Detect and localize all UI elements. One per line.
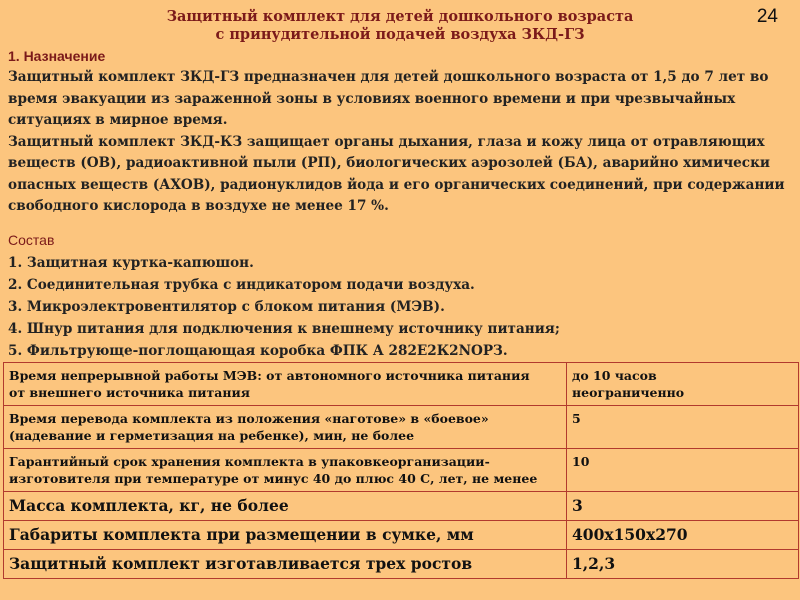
purpose-heading: 1. Назначение (8, 48, 106, 64)
spec-parameter-line: Время непрерывной работы МЭВ: от автономного источника питания (9, 368, 530, 383)
composition-item: 2. Соединительная трубка с индикатором подачи воздуха. (8, 277, 475, 293)
spec-value-line: 3 (572, 496, 583, 515)
spec-row (4, 406, 799, 449)
spec-row (4, 449, 799, 492)
spec-parameter-line: Защитный комплект изготавливается трех ростов (9, 554, 473, 573)
spec-parameter-line: Масса комплекта, кг, не более (9, 496, 289, 515)
spec-value-line: до 10 часов (572, 368, 657, 383)
title-line-1: Защитный комплект для детей дошкольного возраста (166, 8, 634, 25)
spec-value (567, 449, 799, 492)
spec-value-line: 10 (572, 454, 590, 469)
spec-value-line: 1,2,3 (572, 554, 616, 573)
composition-item: 5. Фильтрующе-поглощающая коробка ФПК А 282Е2К2NOРЗ. (8, 343, 508, 359)
purpose-line: веществ (ОВ), радиоактивной пыли (РП), биологических аэрозолей (БА), аварийно химически (8, 155, 770, 171)
purpose-line: Защитный комплект ЗКД-КЗ защищает органы дыхания, глаза и кожу лица от отравляющих (8, 133, 765, 150)
title-line-2: с принудительной подачей воздуха ЗКД-ГЗ (215, 26, 585, 43)
spec-parameter-line: Гарантийный срок хранения комплекта в упаковкеорганизации- (9, 454, 490, 469)
spec-value-line: неограниченно (572, 385, 685, 400)
spec-parameter (4, 521, 567, 550)
spec-parameter-line: Время перевода комплекта из положения «наготове» в «боевое» (9, 411, 489, 426)
spec-row (4, 550, 799, 579)
purpose-line: опасных веществ (АХОВ), радионуклидов йода и его органических соединений, при содержании (8, 176, 785, 193)
spec-parameter (4, 406, 567, 449)
purpose-text (8, 67, 794, 218)
spec-parameter (4, 363, 567, 406)
spec-parameter (4, 550, 567, 579)
composition-item: 4. Шнур питания для подключения к внешнему источнику питания; (8, 321, 560, 337)
spec-value (567, 363, 799, 406)
composition-item: 3. Микроэлектровентилятор с блоком питания (МЭВ). (8, 299, 445, 315)
slide-title (0, 8, 800, 44)
page-number: 24 (756, 6, 778, 27)
spec-row (4, 521, 799, 550)
purpose-line: ситуациях в мирное время. (8, 112, 228, 128)
spec-parameter (4, 492, 567, 521)
spec-parameter (4, 449, 567, 492)
purpose-line: время эвакуации из зараженной зоны в условиях военного времени и при чрезвычайных (8, 90, 736, 107)
spec-parameter-line: Габариты комплекта при размещении в сумке, мм (9, 525, 474, 544)
spec-parameter-line: изготовителя при температуре от минус 40 до плюс 40 С, лет, не менее (9, 471, 538, 486)
composition-list (8, 252, 794, 362)
spec-row (4, 363, 799, 406)
purpose-line: Защитный комплект ЗКД-ГЗ предназначен для детей дошкольного возраста от 1,5 до 7 лет во (8, 69, 769, 85)
purpose-line: свободного кислорода в воздухе не менее 17 %. (8, 198, 389, 214)
composition-item: 1. Защитная куртка-капюшон. (8, 255, 254, 271)
specs-table (3, 362, 799, 579)
spec-parameter-line: (надевание и герметизация на ребенке), мин, не более (9, 428, 415, 443)
composition-heading: Состав (8, 232, 55, 248)
spec-value-line: 5 (572, 411, 581, 426)
spec-value-line: 400х150х270 (572, 525, 688, 544)
spec-value (567, 492, 799, 521)
spec-value (567, 550, 799, 579)
spec-value (567, 521, 799, 550)
spec-row (4, 492, 799, 521)
spec-parameter-line: от внешнего источника питания (9, 385, 251, 400)
spec-value (567, 406, 799, 449)
